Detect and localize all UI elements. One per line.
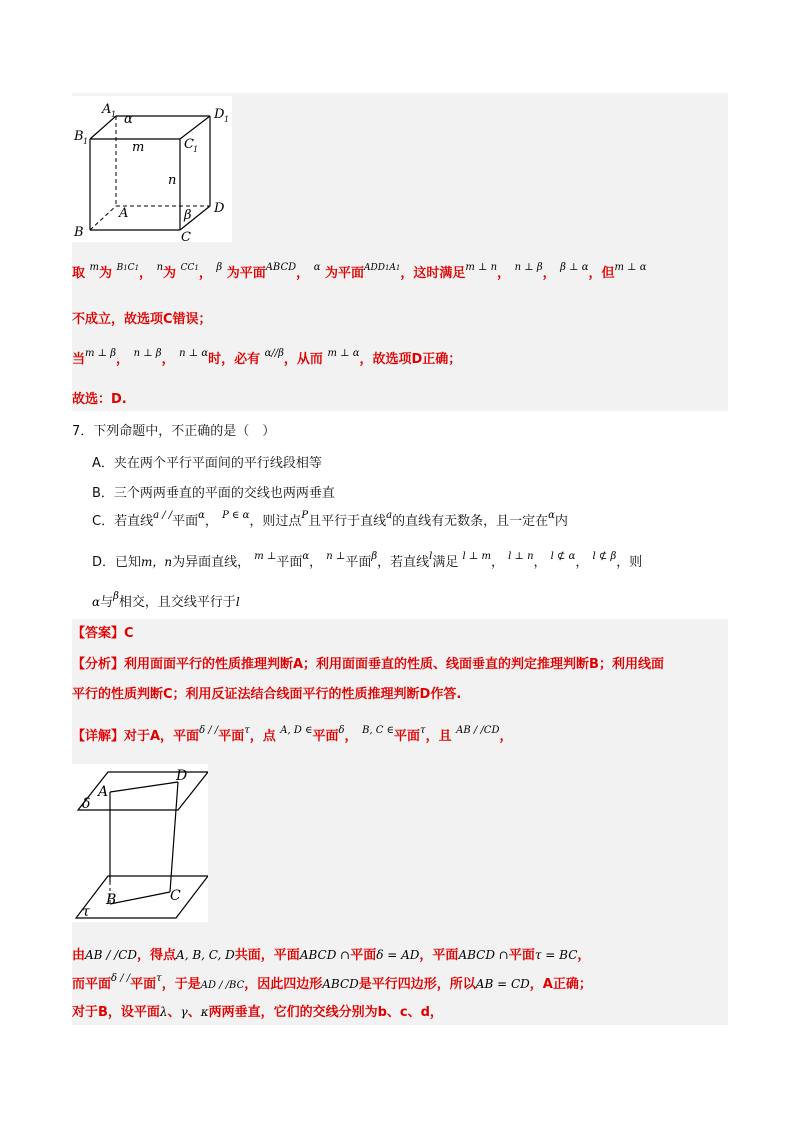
cube-figure — [72, 96, 232, 242]
detail-line-1: 【详解】对于A，平面$^{\delta / /}$平面$^\tau$，点 $^{A, D \in}$平面$^\delta$， $^{B, C \in}$平面$^\tau$，且 $^{AB / /CD}$， — [72, 725, 513, 744]
detail-line-4: 对于B，设平面λ、γ、κ两两垂直，它们的交线分别为b、c、d， — [72, 1005, 443, 1020]
label-B1-sub: 1 — [83, 137, 89, 146]
fig2-label-C: C — [170, 888, 181, 904]
label-m: m — [132, 140, 145, 155]
detail-line-3: 而平面$^{\delta / /}$平面$^\tau$，于是AD / /BC，因此四边形ABCD是平行四边形，所以AB = CD，A正确； — [72, 973, 592, 992]
analysis-line-1: 【分析】利用面面平行的性质推理判断A；利用面面垂直的性质、线面垂直的判定推理判断B；利用线面 — [72, 657, 664, 672]
question-7-stem: 7．下列命题中，不正确的是（ ） — [72, 424, 276, 439]
question-7-option-a: A．夹在两个平行平面间的平行线段相等 — [92, 456, 322, 471]
label-B: B — [74, 225, 84, 240]
solution-6-line-2: 不成立，故选项C错误； — [72, 312, 212, 327]
parallel-planes-figure — [72, 764, 208, 922]
fig2-label-tau: τ — [82, 904, 90, 920]
question-7-option-d-cont: α与$^\beta$相交，且交线平行于l — [92, 591, 240, 610]
solution-6-line-1: 取 $^m$为 $^{B1C1}$， $^n$为 $^{CC1}$， $^\beta$ 为平面$^{ABCD}$， $^\alpha$ 为平面$^{ADD1A1}$，这时满足$^{m \perp n}$， $^{n \perp \beta}$， $^{\beta \perp \alpha}$，但$^{m \perp \alpha}$ — [72, 262, 647, 281]
label-D: D — [214, 201, 225, 216]
fig2-label-delta: δ — [82, 796, 91, 812]
detail-line-2: 由AB / /CD，得点A, B, C, D共面，平面ABCD ∩平面δ = AD，平面ABCD ∩平面τ = BC， — [72, 948, 591, 963]
question-7-option-c: C．若直线$^{a / /}$平面$^\alpha$， $^{P \in \alpha}$，则过点$^P$且平行于直线$^a$的直线有无数条，且一定在$^\alpha$内 — [92, 510, 568, 529]
answer-label: 【答案】C — [72, 626, 134, 641]
label-C: C — [181, 230, 191, 242]
label-D1: D — [214, 107, 225, 122]
label-C1: C — [184, 137, 194, 152]
question-7-option-d: D．已知m，n为异面直线， $^{m \perp}$平面$^\alpha$， $^{n \perp}$平面$^\beta$，若直线$^l$满足 $^{l \perp m}$， $^{l \perp n}$， $^{l ⊄ \alpha}$， $^{l ⊄ \beta}$，则 — [92, 551, 643, 570]
label-A: A — [119, 206, 129, 221]
label-A1: A — [102, 102, 112, 117]
label-alpha: α — [124, 112, 133, 127]
solution-6-line-4: 故选：D. — [72, 392, 127, 407]
label-D1-sub: 1 — [224, 115, 230, 124]
solution-6-line-3: 当$^{m \perp \beta}$， $^{n \perp \beta}$， $^{n \perp \alpha}$时，必有 $^{\alpha//\beta}$，从而 $^{m \perp \alpha}$，故选项D正确； — [72, 348, 462, 367]
analysis-line-2: 平行的性质判断C；利用反证法结合线面平行的性质推理判断D作答. — [72, 687, 462, 702]
label-beta: β — [184, 208, 192, 223]
label-B1: B — [74, 129, 84, 144]
fig2-label-D: D — [176, 768, 188, 784]
fig2-label-A: A — [98, 784, 109, 800]
fig2-label-B: B — [106, 892, 117, 908]
label-A1-sub: 1 — [111, 110, 117, 119]
label-C1-sub: 1 — [193, 145, 199, 154]
label-n: n — [168, 173, 177, 188]
question-7-option-b: B．三个两两垂直的平面的交线也两两垂直 — [92, 486, 335, 501]
